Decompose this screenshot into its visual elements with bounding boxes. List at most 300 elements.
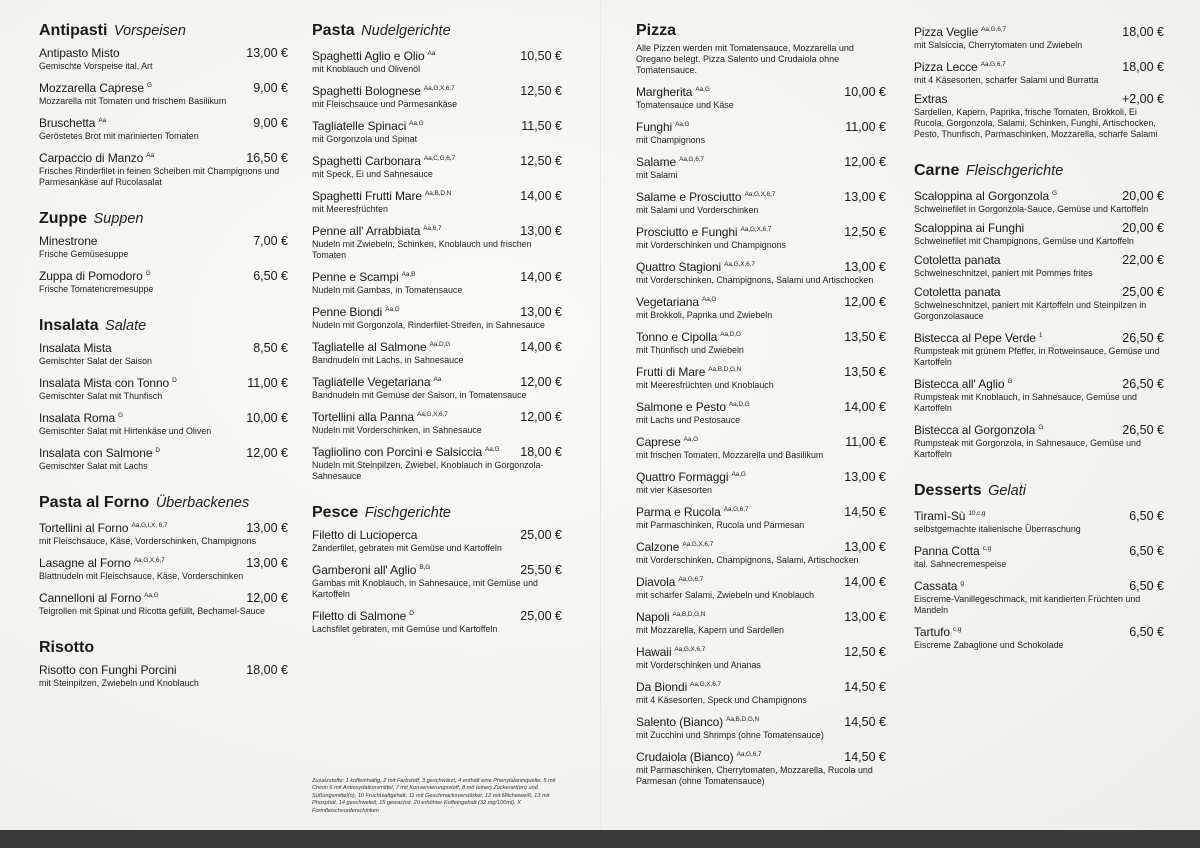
menu-item (39, 113, 288, 142)
menu-item-description: mit Knoblauch und Olivenöl (312, 64, 421, 74)
dish-name: Tartufo (914, 625, 950, 639)
menu-item-row (914, 420, 1164, 438)
section-title (312, 22, 562, 40)
section-title (636, 22, 886, 40)
menu-item-name (914, 576, 964, 594)
menu-item-row (636, 222, 886, 240)
allergen-codes: D (172, 377, 177, 384)
allergen-codes: Aa,G,X,6,7 (724, 261, 755, 268)
menu-item-row (312, 606, 562, 624)
section-title (39, 494, 288, 512)
menu-item-name (312, 302, 400, 320)
menu-item-name (914, 253, 1000, 268)
menu-item (636, 187, 886, 216)
menu-item-name (636, 362, 741, 380)
dish-name: Tagliatelle Vegetariana (312, 375, 431, 389)
menu-item-row (312, 407, 562, 425)
menu-item-price: 18,00 € (520, 445, 562, 459)
menu-item (914, 22, 1164, 51)
menu-item-description: mit Vorderschinken, Champignons, Salami, Artischocken (636, 555, 859, 565)
menu-item-name (914, 374, 1012, 392)
menu-item-price: 14,00 € (520, 189, 562, 203)
menu-item-description: Nudeln mit Vorderschinken, in Sahnesauce (312, 425, 482, 435)
dish-name: Salame e Prosciutto (636, 190, 742, 204)
menu-item-row (312, 302, 562, 320)
menu-item (914, 541, 1164, 570)
section-subtitle: Fleischgerichte (965, 163, 1064, 179)
section-title (914, 482, 1164, 500)
menu-item-description: ital. Sahnecremespeise (914, 559, 1007, 569)
menu-item (312, 81, 562, 110)
allergen-codes: Aa,G,6,7 (981, 26, 1007, 33)
menu-item-row (636, 572, 886, 590)
menu-item-description: mit Speck, Ei und Sahnesauce (312, 169, 433, 179)
allergen-codes: Aa,G,6,7 (736, 751, 762, 758)
menu-item-row (312, 186, 562, 204)
menu-item-name (636, 712, 759, 730)
menu-item-description: Frische Gemüsesuppe (39, 249, 129, 259)
menu-item-description: mit Lachs und Pestosauce (636, 415, 741, 425)
menu-item-name (312, 372, 441, 390)
allergen-codes: Aa,G,X,6,7 (416, 411, 448, 418)
dish-name: Salame (636, 155, 677, 169)
menu-item-row (636, 467, 886, 485)
menu-section (312, 504, 562, 635)
dish-name: Zuppa di Pomodoro (39, 269, 143, 283)
dish-name: Frutti di Mare (636, 365, 706, 379)
menu-item-price: 6,50 € (1129, 544, 1164, 558)
section-subtitle: Überbackenes (155, 495, 250, 511)
allergen-codes: Aa,G (731, 471, 746, 478)
menu-item-name (636, 537, 713, 555)
menu-item (312, 407, 562, 436)
allergen-codes: Aa,D,G (728, 401, 750, 408)
menu-item-name (636, 572, 703, 590)
menu-section (636, 22, 886, 787)
menu-item-price: 13,00 € (246, 521, 288, 535)
menu-item-row (636, 292, 886, 310)
dish-name: Salmone e Pesto (636, 400, 726, 414)
allergen-codes: Aa,G,I,X, 6,7 (131, 522, 168, 529)
menu-item-description: Gambas mit Knoblauch, in Sahnesauce, mit Gemüse und Kartoffeln (312, 578, 538, 599)
menu-item-price: 9,00 € (253, 116, 288, 130)
menu-item-price: 12,50 € (844, 225, 886, 239)
dish-name: Scaloppina al Gorgonzola (914, 189, 1050, 203)
menu-item (39, 148, 288, 188)
menu-item-name (39, 443, 160, 461)
menu-item-name (312, 267, 415, 285)
menu-item-name (636, 292, 716, 310)
menu-item-row (312, 372, 562, 390)
allergen-codes: G (1052, 190, 1057, 197)
allergen-codes: Aa,D,G (720, 331, 741, 338)
section-subtitle: Fischgerichte (364, 505, 451, 521)
menu-item-row (39, 78, 288, 96)
menu-item-description: Schweinefilet mit Champignons, Gemüse und Kartoffeln (914, 236, 1134, 246)
menu-item-price: 14,50 € (844, 680, 886, 694)
dish-name: Spaghetti Aglio e Olio (312, 49, 425, 63)
menu-item (914, 253, 1164, 279)
menu-item (914, 374, 1164, 414)
allergen-codes: Aa,G,X,6,7 (423, 85, 455, 92)
dish-name: Penne e Scampi (312, 270, 399, 284)
dish-name: Antipasto Misto (39, 46, 120, 60)
menu-item-row (914, 57, 1164, 75)
menu-item-price: 20,00 € (1122, 221, 1164, 235)
menu-item-price: 11,00 € (845, 120, 886, 134)
menu-item-name (914, 506, 985, 524)
menu-item-row (914, 541, 1164, 559)
menu-item-row (39, 443, 288, 461)
dish-name: Carpaccio di Manzo (39, 151, 144, 165)
menu-item-price: 7,00 € (253, 234, 288, 248)
section-title-text: Desserts (914, 482, 982, 499)
section-title-text: Insalata (39, 317, 99, 334)
dish-name: Hawaii (636, 645, 672, 659)
section-title (39, 210, 288, 228)
dish-name: Salento (Bianco) (636, 715, 724, 729)
section-title-text: Pesce (312, 504, 359, 521)
section-title-text: Pasta (312, 22, 355, 39)
menu-item-price: 25,00 € (520, 609, 562, 623)
section-subtitle: Nudelgerichte (361, 23, 451, 39)
section-title-text: Carne (914, 162, 960, 179)
menu-item-name (636, 642, 705, 660)
menu-item-price: 26,50 € (1122, 423, 1164, 437)
menu-item-row (39, 266, 288, 284)
menu-column-2 (312, 22, 562, 657)
menu-item-name (312, 221, 441, 239)
menu-item-price: 10,00 € (844, 85, 886, 99)
menu-item-description: mit vier Käsesorten (636, 485, 712, 495)
menu-item-row (914, 374, 1164, 392)
menu-item-name (312, 606, 414, 624)
menu-item (636, 607, 886, 636)
menu-item-row (914, 328, 1164, 346)
menu-item-row (914, 506, 1164, 524)
menu-item-row (636, 677, 886, 695)
menu-item-description: mit frischen Tomaten, Mozzarella und Basilikum (636, 450, 824, 460)
menu-item-row (312, 337, 562, 355)
menu-item (636, 257, 886, 286)
menu-item-row (636, 187, 886, 205)
bottom-bar (0, 830, 1200, 848)
menu-item-price: 18,00 € (1122, 60, 1164, 74)
menu-item-description: Gemischter Salat der Saison (39, 356, 152, 366)
menu-item-price: 25,00 € (520, 528, 562, 542)
menu-item-name (636, 607, 705, 625)
section-title-text: Pizza (636, 22, 677, 39)
menu-item-row (39, 373, 288, 391)
allergen-codes: Aa,G (485, 446, 500, 453)
menu-item-row (636, 537, 886, 555)
menu-item-price: 12,50 € (520, 154, 562, 168)
dish-name: Caprese (636, 435, 681, 449)
menu-item-row (312, 81, 562, 99)
menu-item-name (914, 420, 1043, 438)
dish-name: Insalata con Salmone (39, 446, 153, 460)
additives-footnote: Zusatzstoffe: 1 koffeinhaltig, 2 mit Farbstoff, 3 geschwärzt, 4 enthält eine Phenylalaninquelle, 5 mit Chinin 6 mit Antioxydationsmittel, 7 mit Konservierungsstoff, 8 mit (einer) Zuckerart(en) und Süßungsmittel(n), 10 Fruchtsaftgehalt, 11 mit Geschmacksverstärker, 12 mit Milcheiweiß, 13 mit Phosphat, 14 geschwefelt, 15 gewachst, 20 erhöhter Koffeingehalt (32 mg/100ml), X Formfleischvorderschinken (312, 778, 556, 814)
menu-item-description: mit Meeresfrüchten (312, 204, 388, 214)
menu-item-name (636, 502, 749, 520)
allergen-codes: Aa,B,D,N (424, 190, 452, 197)
menu-item-row (636, 747, 886, 765)
menu-item-name (636, 747, 761, 765)
menu-item (39, 553, 288, 582)
menu-item (636, 117, 886, 146)
menu-item-row (312, 442, 562, 460)
allergen-codes: Aa,G,6,7 (679, 156, 704, 163)
menu-item-price: 14,00 € (844, 400, 886, 414)
menu-item-name (39, 588, 159, 606)
menu-item (312, 151, 562, 180)
menu-item-price: 26,50 € (1122, 377, 1164, 391)
allergen-codes: G (1007, 378, 1013, 385)
allergen-codes: Aa,G,6,7 (723, 506, 749, 513)
menu-item-description: mit Salsiccia, Cherrytomaten und Zwiebeln (914, 40, 1083, 50)
menu-item-description: Eiscreme-Vanillegeschmack, mit kandierten Früchten und Mandeln (914, 594, 1141, 615)
menu-item-description: Bandnudeln mit Gemüse der Saison, in Tomatensauce (312, 390, 527, 400)
dish-name: Cannelloni al Forno (39, 591, 142, 605)
menu-item (636, 677, 886, 706)
menu-item-description: Frische Tomatencremesuppe (39, 284, 154, 294)
dish-name: Spaghetti Bolognese (312, 84, 421, 98)
menu-item-name (636, 677, 721, 695)
dish-name: Insalata Roma (39, 411, 116, 425)
menu-item-name (39, 341, 112, 356)
menu-item (39, 46, 288, 72)
menu-item-description: Schweineschnitzel, paniert mit Kartoffeln und Steinpilzen in Gorgonzolasauce (914, 300, 1147, 321)
allergen-codes: Aa,G (695, 86, 710, 93)
section-title-text: Pasta al Forno (39, 494, 150, 511)
menu-item-row (636, 362, 886, 380)
allergen-codes: Aa,G,X,6,7 (740, 226, 772, 233)
allergen-codes: Aa (427, 50, 436, 57)
dish-name: Penne all' Arrabbiata (312, 224, 421, 238)
menu-item (636, 502, 886, 531)
menu-item-price: 18,00 € (1122, 25, 1164, 39)
menu-item (636, 747, 886, 787)
menu-item-description: Gemischter Salat mit Lachs (39, 461, 148, 471)
menu-item (636, 432, 886, 461)
dish-name: Tortellini alla Panna (312, 410, 414, 424)
menu-item-description: mit Steinpilzen, Zwiebeln und Knoblauch (39, 678, 199, 688)
menu-item-row (914, 22, 1164, 40)
allergen-codes: Aa,G (385, 306, 400, 313)
menu-item-name (312, 81, 455, 99)
dish-name: Margherita (636, 85, 693, 99)
menu-item (914, 328, 1164, 368)
menu-item (39, 234, 288, 260)
allergen-codes: Aa,G,X,6,7 (674, 646, 706, 653)
menu-item-price: 13,00 € (844, 260, 886, 274)
menu-item-row (39, 588, 288, 606)
menu-item-row (636, 257, 886, 275)
menu-item-description: mit Thunfisch und Zwiebeln (636, 345, 744, 355)
section-subtitle: Salate (105, 318, 147, 334)
menu-item-row (914, 253, 1164, 268)
menu-item (914, 92, 1164, 140)
menu-item (636, 222, 886, 251)
menu-item-price: 12,00 € (520, 375, 562, 389)
menu-item-price: 6,50 € (1129, 579, 1164, 593)
menu-item-price: 25,50 € (520, 563, 562, 577)
dish-name: Vegetariana (636, 295, 699, 309)
dish-name: Tiramì-Sù (914, 509, 966, 523)
menu-item-description: Sardellen, Kapern, Paprika, frische Tomaten, Brokkoli, Ei Rucola, Gorgonzola, Salami, Schinken, Funghi, Artischocken, Pesto, Thunfisch, Parmaschinken, Mozzarella, scharfe Salami (914, 107, 1158, 139)
menu-item (312, 116, 562, 145)
menu-item-description: Rumpsteak mit Gorgonzola, in Sahnesauce, Gemüse und Kartoffeln (914, 438, 1141, 459)
menu-item-description: Nudeln mit Zwiebeln, Schinken, Knoblauch und frischen Tomaten (312, 239, 532, 260)
allergen-codes: D (409, 610, 414, 617)
menu-item (636, 82, 886, 111)
menu-item-row (39, 341, 288, 356)
menu-item-name (914, 186, 1057, 204)
menu-item (636, 537, 886, 566)
menu-item-price: 12,00 € (520, 410, 562, 424)
menu-item-name (914, 285, 1000, 300)
menu-item-price: 13,00 € (844, 540, 886, 554)
menu-item (636, 292, 886, 321)
menu-item-description: mit Vorderschinken, Champignons, Salami und Artischocken (636, 275, 874, 285)
menu-section (39, 22, 288, 188)
menu-item-name (914, 328, 1042, 346)
menu-item (39, 408, 288, 437)
dish-name: Napoli (636, 610, 670, 624)
menu-item-description: Blattnudeln mit Fleischsauce, Käse, Vorderschinken (39, 571, 244, 581)
menu-item-name (39, 408, 123, 426)
menu-section (312, 22, 562, 482)
allergen-codes: Aa,B,D,G,N (708, 366, 742, 373)
dish-name: Tagliatelle Spinaci (312, 119, 407, 133)
section-subtitle: Vorspeisen (113, 23, 186, 39)
allergen-codes: Aa (146, 152, 155, 159)
menu-item (636, 467, 886, 496)
dish-name: Diavola (636, 575, 676, 589)
allergen-codes: c,g (953, 626, 962, 633)
menu-item-description: Bandnudeln mit Lachs, in Sahnesauce (312, 355, 464, 365)
menu-item-row (39, 234, 288, 249)
menu-item-name (636, 82, 710, 100)
menu-item-description: Geröstetes Brot mit marinierten Tomaten (39, 131, 199, 141)
dish-name: Tortellini al Forno (39, 521, 129, 535)
dish-name: Mozzarella Caprese (39, 81, 144, 95)
menu-item-name (636, 152, 704, 170)
menu-item-description: Nudeln mit Gorgonzola, Rinderfilet-Streifen, in Sahnesauce (312, 320, 545, 330)
section-note: Alle Pizzen werden mit Tomatensauce, Mozzarella und Oregano belegt. Pizza Salento und Crudaiola ohne Tomatensauce. (636, 43, 854, 75)
menu-item (312, 267, 562, 296)
menu-item-name (39, 266, 151, 284)
menu-item-description: mit Fleischsauce, Käse, Vorderschinken, Champignons (39, 536, 257, 546)
menu-item (914, 57, 1164, 86)
dish-name: Pizza Veglie (914, 25, 979, 39)
menu-item-price: 12,50 € (844, 645, 886, 659)
menu-item-row (636, 327, 886, 345)
menu-item (39, 78, 288, 107)
menu-item-price: 14,50 € (844, 505, 886, 519)
dish-name: Parma e Rucola (636, 505, 721, 519)
menu-item-price: 14,50 € (844, 715, 886, 729)
menu-item-description: mit Salami und Vorderschinken (636, 205, 759, 215)
menu-item-row (312, 46, 562, 64)
menu-item-price: 20,00 € (1122, 189, 1164, 203)
menu-item-price: 22,00 € (1122, 253, 1164, 267)
allergen-codes: Aa,6,7 (423, 225, 442, 232)
menu-item-name (914, 221, 1024, 236)
menu-item-price: 18,00 € (246, 663, 288, 677)
allergen-codes: B,G (419, 564, 431, 571)
menu-section (914, 22, 1164, 140)
dish-name: Cotoletta panata (914, 253, 1001, 267)
menu-item-price: 13,50 € (844, 330, 886, 344)
allergen-codes: 10,c,g (968, 510, 986, 517)
dish-name: Pizza Lecce (914, 60, 978, 74)
menu-item-description: Zanderfilet, gebraten mit Gemüse und Kartoffeln (312, 543, 502, 553)
menu-item-price: 14,00 € (520, 270, 562, 284)
menu-item-description: mit Vorderschinken und Ananas (636, 660, 761, 670)
section-title (39, 639, 288, 657)
menu-item (312, 221, 562, 261)
menu-item-name (39, 113, 106, 131)
dish-name: Crudaiola (Bianco) (636, 750, 734, 764)
menu-item-description: Nudeln mit Steinpilzen, Zwiebel, Knoblauch in Gorgonzola-Sahnesauce (312, 460, 544, 481)
menu-item-row (312, 116, 562, 134)
menu-item-description: mit Parmaschinken, Rucola und Parmesan (636, 520, 805, 530)
menu-item-row (914, 576, 1164, 594)
menu-item-name (312, 528, 417, 543)
menu-item (39, 443, 288, 472)
menu-item (636, 642, 886, 671)
section-title-text: Antipasti (39, 22, 108, 39)
menu-section (914, 162, 1164, 460)
menu-item (312, 606, 562, 635)
menu-item (636, 397, 886, 426)
menu-item-name (312, 560, 430, 578)
dish-name: Quattro Formaggi (636, 470, 729, 484)
allergen-codes: G (145, 270, 151, 277)
dish-name: Extras (914, 92, 948, 106)
menu-item (312, 46, 562, 75)
dish-name: Insalata Mista (39, 341, 112, 355)
allergen-codes: Aa (433, 376, 442, 383)
menu-item-price: 11,00 € (845, 435, 886, 449)
allergen-codes: Aa,G,6,7 (678, 576, 704, 583)
menu-item-row (636, 642, 886, 660)
dish-name: Gamberoni all' Aglio (312, 563, 417, 577)
menu-item-price: 26,50 € (1122, 331, 1164, 345)
allergen-codes: Aa,G (683, 436, 699, 443)
menu-item-description: mit Salami (636, 170, 678, 180)
menu-item-price: +2,00 € (1121, 92, 1164, 106)
section-title (39, 22, 288, 40)
menu-item (39, 588, 288, 617)
menu-item-description: Gemischter Salat mit Hirtenkäse und Oliven (39, 426, 212, 436)
menu-item-name (39, 78, 152, 96)
dish-name: Filetto di Salmone (312, 609, 407, 623)
menu-item-description: Eiscreme Zabaglione und Schokolade (914, 640, 1064, 650)
menu-item-price: 6,50 € (1129, 509, 1164, 523)
menu-item (914, 420, 1164, 460)
menu-item-price: 9,00 € (253, 81, 288, 95)
menu-item-price: 13,00 € (844, 470, 886, 484)
page-fold (600, 0, 601, 830)
allergen-codes: Aa,D,G (429, 341, 451, 348)
menu-item-description: Schweineschnitzel, paniert mit Pommes frites (914, 268, 1093, 278)
menu-item-description: mit Vorderschinken und Champignons (636, 240, 786, 250)
menu-item-price: 8,50 € (253, 341, 288, 355)
section-subtitle: Suppen (93, 211, 144, 227)
dish-name: Tagliatelle al Salmone (312, 340, 427, 354)
